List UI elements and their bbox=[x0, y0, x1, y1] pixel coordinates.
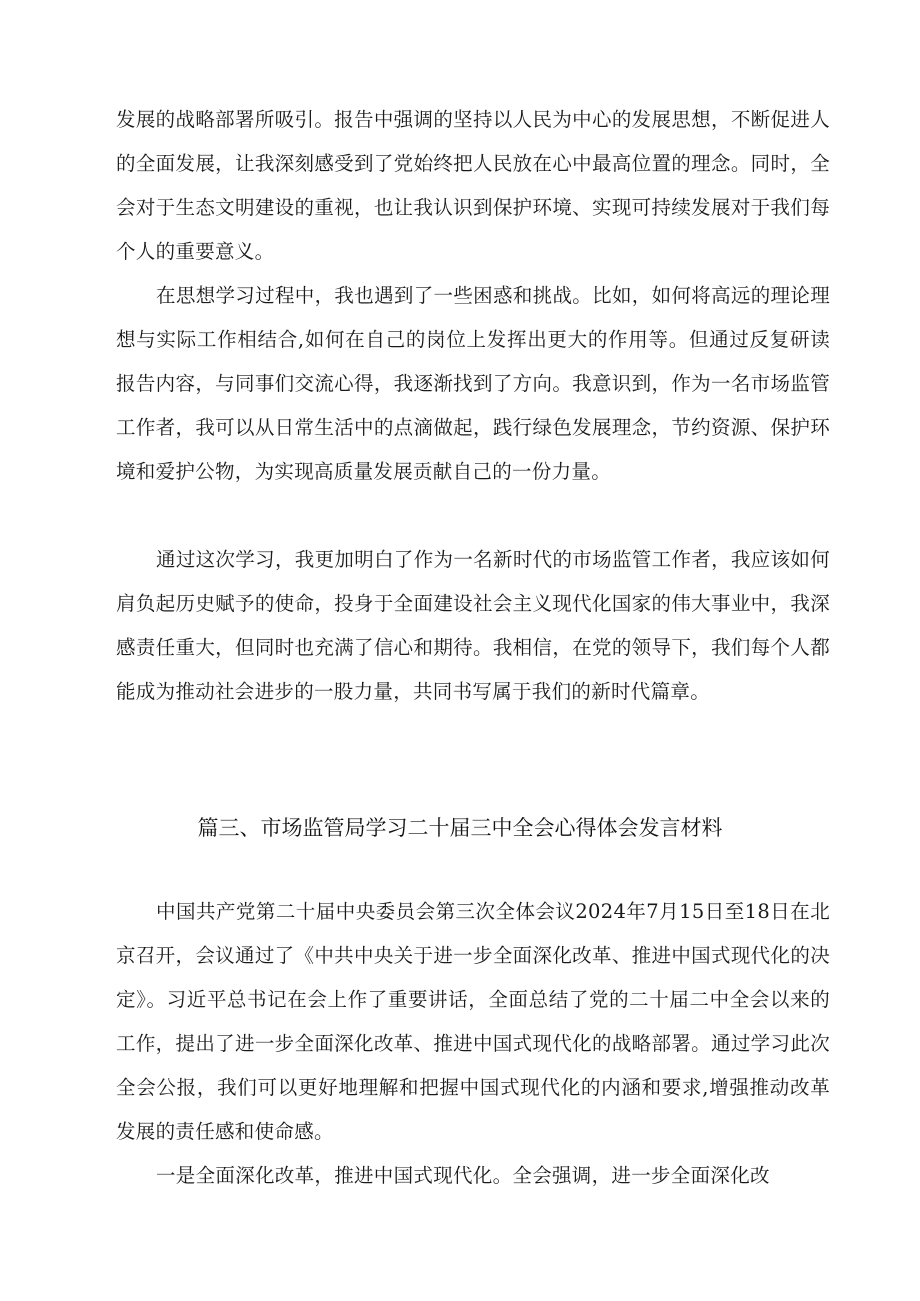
paragraph-point-one: 一是全面深化改革，推进中国式现代化。全会强调，进一步全面深化改 bbox=[156, 1164, 770, 1187]
section-heading: 篇三、市场监管局学习二十届三中全会心得体会发言材料 bbox=[197, 816, 723, 840]
paragraph-challenges: 在思想学习过程中，我也遇到了一些困惑和挑战。比如，如何将高远的理论理想与实际工作相结合,如何在自己的岗位上发挥出更大的作用等。但通过反复研读报告内容，与同事们交流心得，我逐渐找到了方向。我意识到，作为一名市场监管工作者，我可以从日常生活中的点滴做起，践行绿色发展理念，节约资源、保护环境和爱护公物，为实现高质量发展贡献自己的一份力量。 bbox=[116, 284, 830, 483]
paragraph-conclusion: 通过这次学习，我更加明白了作为一名新时代的市场监管工作者，我应该如何肩负起历史赋予的使命，投身于全面建设社会主义现代化国家的伟大事业中，我深感责任重大，但同时也充满了信心和期待。我相信，在党的领导下，我们每个人都能成为推动社会进步的一股力量，共同书写属于我们的新时代篇章。 bbox=[116, 548, 830, 703]
paragraph-continuation: 发展的战略部署所吸引。报告中强调的坚持以人民为中心的发展思想，不断促进人的全面发展，让我深刻感受到了党始终把人民放在心中最高位置的理念。同时，全会对于生态文明建设的重视，也让我认识到保护环境、实现可持续发展对于我们每个人的重要意义。 bbox=[116, 108, 830, 263]
paragraph-intro: 中国共产党第二十届中央委员会第三次全体会议2024年7月15日至18日在北京召开，会议通过了《中共中央关于进一步全面深化改革、推进中国式现代化的决定》。习近平总书记在会上作了重要讲话，全面总结了党的二十届二中全会以来的工作，提出了进一步全面深化改革、推进中国式现代化的战略部署。通过学习此次全会公报，我们可以更好地理解和把握中国式现代化的内涵和要求,增强推动改革发展的责任感和使命感。 bbox=[116, 900, 830, 1143]
